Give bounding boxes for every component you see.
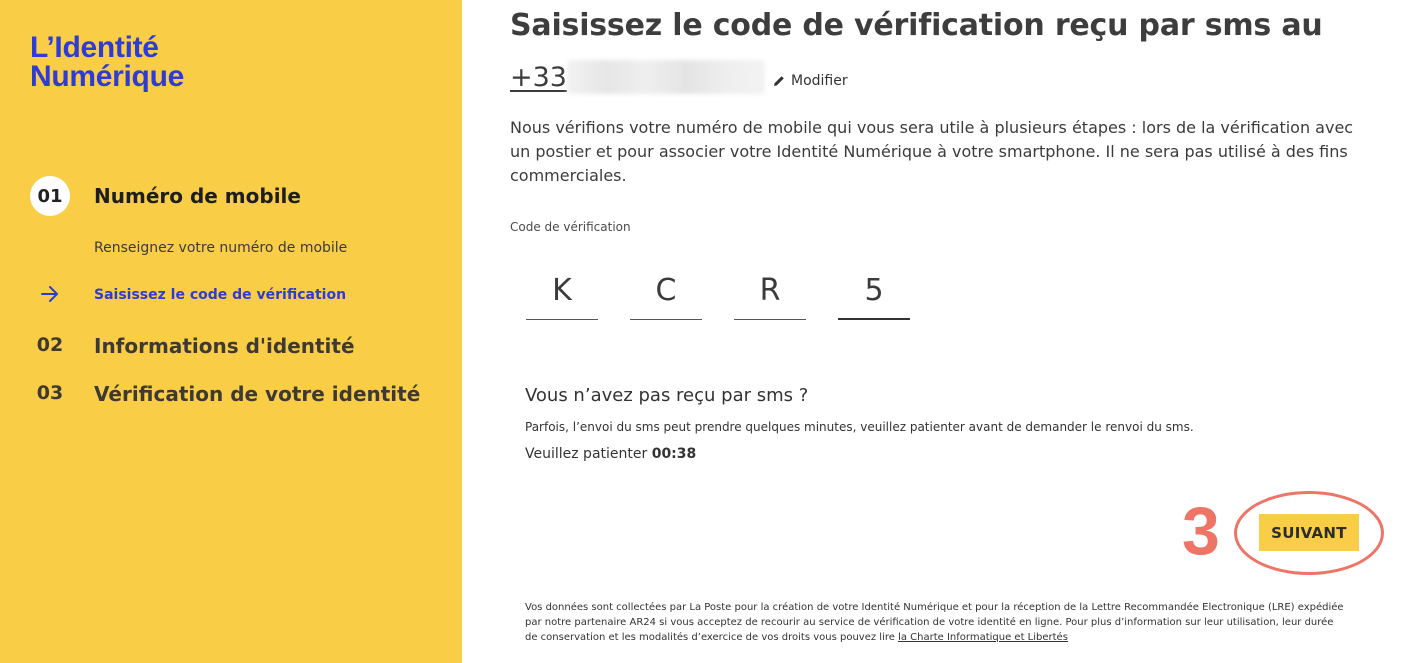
step-01-title: Numéro de mobile [94,184,301,208]
phone-prefix: +33 [510,61,567,93]
step-03-title: Vérification de votre identité [94,382,421,406]
phone-row [510,60,848,94]
resend-title: Vous n’avez pas reçu par sms ? [525,385,809,406]
pencil-icon [773,75,785,87]
substep-enter-mobile[interactable]: Renseignez votre numéro de mobile [94,240,348,256]
step-01 [30,176,70,216]
code-label: Code de vérification [510,220,631,234]
next-button[interactable]: SUIVANT [1259,514,1359,551]
step-02-number: 02 [36,334,64,356]
step-03 [30,382,70,404]
step-02 [30,334,70,356]
step-01-number: 01 [30,176,70,216]
wait-countdown: 00:38 [651,446,697,462]
legal-text: Vos données sont collectées par La Poste pour la création de votre Identité Numérique et pour la réception de la Lettre Recommandée Electronique (LRE) expédiée par notre partenaire AR24 si vous acceptez de recourir au service de vérification de votre identité en ligne. Pour plus d’information sur leur utilisation, leur durée de conservation et les modalités d’exercice de vos droits vous pouvez lire [525,602,1344,643]
code-digit-4[interactable] [838,262,910,320]
privacy-charter-link[interactable]: la Charte Informatique et Libertés [898,632,1068,643]
code-digit-1[interactable] [526,262,598,320]
substep-enter-code[interactable]: Saisissez le code de vérification [94,287,347,303]
page-title: Saisissez le code de vérification reçu par sms au [510,8,1323,43]
code-inputs [526,262,942,320]
resend-text: Parfois, l’envoi du sms peut prendre quelques minutes, veuillez patienter avant de demander le renvoi du sms. [525,420,1194,434]
code-digit-2[interactable] [630,262,702,320]
annotation-number: 3 [1182,493,1220,569]
logo-line-2: Numérique [30,60,184,93]
intro-text: Nous vérifions votre numéro de mobile qui vous sera utile à plusieurs étapes : lors de la vérification avec un postier et pour associer votre Identité Numérique à votre smartphone. Il ne sera pas utilisé à des fins commerciales. [510,118,1354,185]
phone-number-blurred [567,60,765,94]
step-02-title: Informations d'identité [94,334,355,358]
arrow-right-icon [40,285,60,303]
code-digit-3[interactable] [734,262,806,320]
wait-label: Veuillez patienter [525,446,648,462]
legal-notice [525,600,1345,645]
modify-label: Modifier [790,73,848,89]
wait-timer [525,446,696,462]
step-03-number: 03 [36,382,64,404]
main-content [462,0,1401,663]
logo [30,33,184,91]
sidebar [0,0,462,663]
modify-link[interactable] [773,73,848,89]
logo-line-1: L’Identité [30,31,159,64]
